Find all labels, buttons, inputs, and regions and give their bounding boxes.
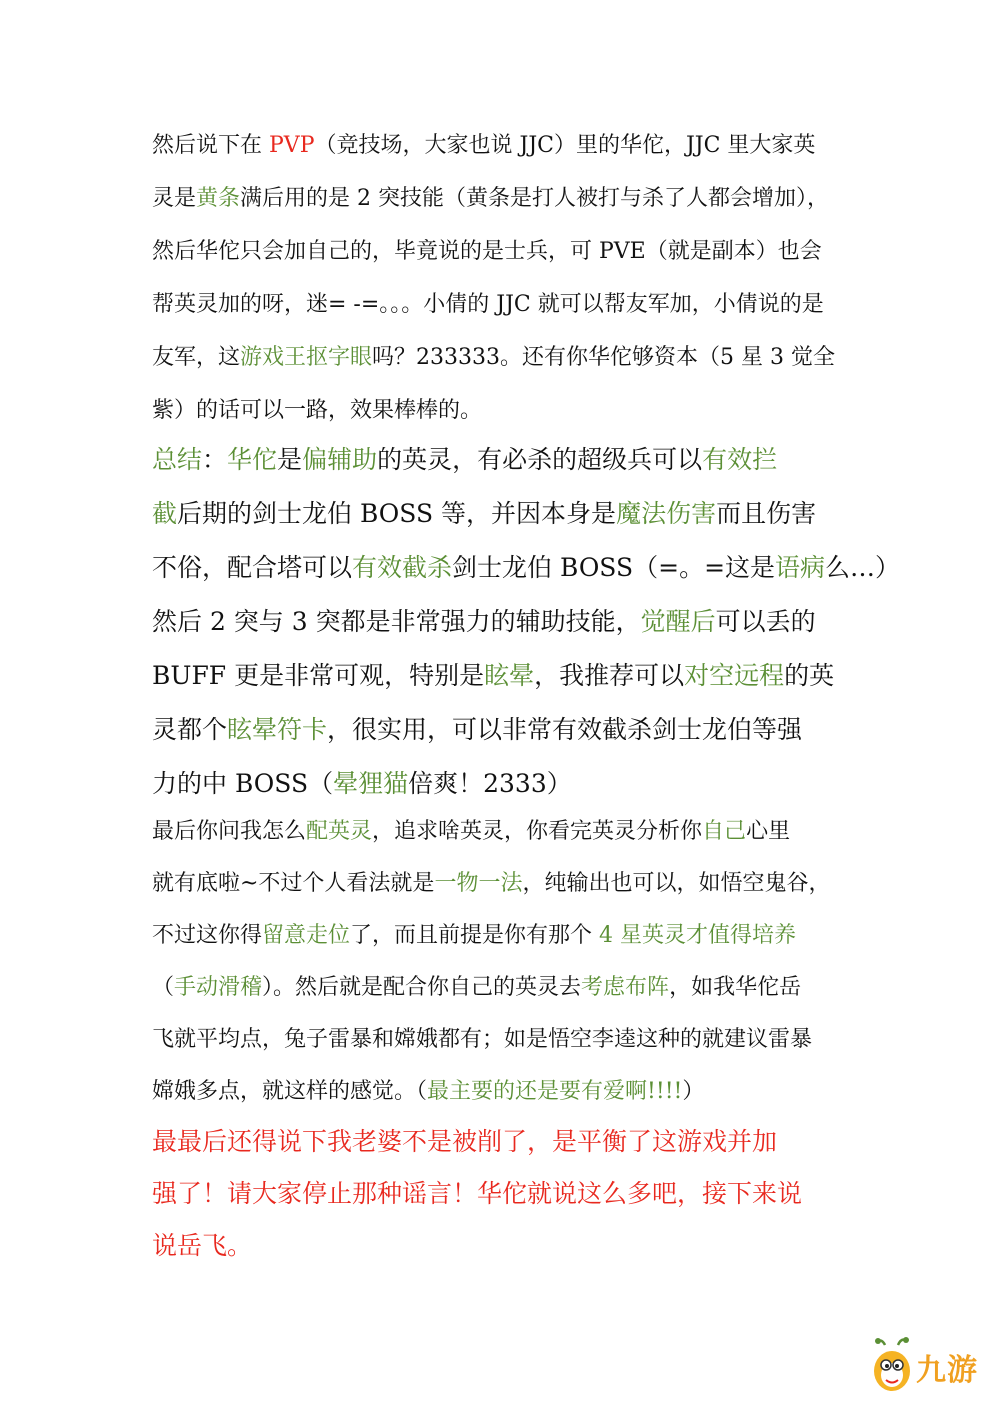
text-run: ） <box>682 1079 705 1104</box>
highlighted-phrase: 眩晕 <box>484 661 535 690</box>
highlighted-phrase: 最主要的还是要有爱啊!!!! <box>427 1079 683 1104</box>
text-run: 满后用的是 2 突技能（黄条是打人被打与杀了人都会增加）， <box>240 186 830 211</box>
text-run: 紫）的话可以一路，效果棒棒的。 <box>152 398 483 423</box>
text-line <box>152 492 850 546</box>
text-run: ： <box>202 445 228 474</box>
text-run: 最最后还得说下我老婆不是被削了，是平衡了这游戏并加 <box>152 1127 778 1156</box>
text-run: 帮英灵加的呀，迷= -=。。。小倩的 JJC 就可以帮友军加，小倩说的是 <box>152 292 824 317</box>
highlighted-phrase: 黄条 <box>196 186 241 211</box>
text-run: 灵是 <box>152 186 197 211</box>
text-line <box>152 546 901 600</box>
text-line <box>152 968 850 1020</box>
highlighted-phrase: 晕狸猫 <box>333 769 409 798</box>
highlighted-term: PVP <box>269 133 315 158</box>
highlighted-phrase: 偏辅助 <box>302 445 378 474</box>
highlighted-phrase: 截 <box>152 499 178 528</box>
paragraph-closing-note <box>152 1120 850 1276</box>
mascot-icon <box>868 1335 918 1397</box>
highlighted-phrase: 自己 <box>702 819 747 844</box>
text-line <box>152 708 850 762</box>
text-line <box>152 654 850 708</box>
highlighted-phrase: 手动滑稽 <box>174 975 263 1000</box>
text-run: 然后华佗只会加自己的，毕竟说的是士兵，可 PVE（就是副本）也会 <box>152 239 822 264</box>
text-run: （竞技场，大家也说 JJC）里的华佗，JJC 里大家英 <box>314 133 816 158</box>
text-line <box>152 126 850 179</box>
text-run: 而且伤害 <box>716 499 817 528</box>
highlighted-phrase: 眩晕符卡 <box>227 715 328 744</box>
text-line <box>152 1120 850 1172</box>
text-run: ，如我华佗岳 <box>669 975 802 1000</box>
highlighted-phrase: 配英灵 <box>306 819 373 844</box>
text-run: 然后 2 突与 3 突都是非常强力的辅助技能， <box>152 607 641 636</box>
text-run: 不过这你得 <box>152 923 263 948</box>
text-run: （ <box>152 975 175 1000</box>
text-run: 么…） <box>825 553 901 582</box>
text-run: 倍爽！2333） <box>408 769 572 798</box>
highlighted-phrase: 游戏王抠字眼 <box>240 345 373 370</box>
text-run: 吗？233333。还有你华佗够资本（5 星 3 觉全 <box>372 345 835 370</box>
text-run: 强了！请大家停止那种谣言！华佗就说这么多吧，接下来说 <box>152 1179 803 1208</box>
text-run: 就有底啦~不过个人看法就是 <box>152 871 435 896</box>
text-run: ）。然后就是配合你自己的英灵去 <box>262 975 582 1000</box>
text-line <box>152 600 850 654</box>
text-line <box>152 762 850 816</box>
highlighted-phrase: 一物一法 <box>434 871 523 896</box>
text-run: ，我推荐可以 <box>534 661 685 690</box>
text-line <box>152 1172 850 1224</box>
text-run: 不俗，配合塔可以 <box>152 553 353 582</box>
text-line <box>152 391 850 444</box>
highlighted-phrase: 对空远程 <box>684 661 785 690</box>
text-line <box>152 338 850 391</box>
text-run: 飞就平均点，兔子雷暴和嫦娥都有；如是悟空李逵这种的就建议雷暴 <box>152 1027 813 1052</box>
text-line <box>152 812 850 864</box>
text-run: ，很实用，可以非常有效截杀剑士龙伯等强 <box>327 715 803 744</box>
text-line <box>152 438 850 492</box>
text-line <box>152 232 850 285</box>
text-line <box>152 1224 850 1276</box>
text-run: 的英 <box>784 661 835 690</box>
highlighted-phrase: 留意走位 <box>262 923 351 948</box>
text-run: BUFF 更是非常可观，特别是 <box>152 661 485 690</box>
highlighted-phrase: 有效截杀 <box>352 553 453 582</box>
text-run: 说岳飞。 <box>152 1231 253 1260</box>
text-line <box>152 179 850 232</box>
text-run: 后期的剑士龙伯 BOSS 等，并因本身是 <box>177 499 617 528</box>
highlighted-phrase: 总结 <box>152 445 203 474</box>
text-run: 了，而且前提是你有那个 <box>350 923 600 948</box>
watermark-logo <box>868 1335 990 1401</box>
text-run: 心里 <box>746 819 791 844</box>
text-line <box>152 285 850 338</box>
watermark-text: 九游 <box>916 1353 978 1388</box>
text-run: 友军，这 <box>152 345 241 370</box>
text-line <box>152 916 850 968</box>
text-run: 剑士龙伯 BOSS（=。=这是 <box>452 553 776 582</box>
text-line <box>152 864 850 916</box>
text-run: ，纯输出也可以，如悟空鬼谷， <box>522 871 831 896</box>
text-run: 可以丢的 <box>715 607 816 636</box>
text-run: 最后你问我怎么 <box>152 819 307 844</box>
highlighted-phrase: 觉醒后 <box>640 607 716 636</box>
highlighted-phrase: 魔法伤害 <box>616 499 717 528</box>
highlighted-phrase: 4 星英灵才值得培养 <box>599 923 797 948</box>
text-run: 灵都个 <box>152 715 228 744</box>
text-run: 嫦娥多点，就这样的感觉。（ <box>152 1079 428 1104</box>
paragraph-team-advice <box>152 812 850 1124</box>
highlighted-phrase: 语病 <box>775 553 826 582</box>
text-run: 是 <box>277 445 303 474</box>
text-run: ，追求啥英灵，你看完英灵分析你 <box>372 819 703 844</box>
text-line <box>152 1020 850 1072</box>
text-line <box>152 1072 850 1124</box>
highlighted-phrase: 华佗 <box>227 445 278 474</box>
highlighted-phrase: 有效拦 <box>702 445 778 474</box>
paragraph-summary <box>152 438 901 816</box>
highlighted-phrase: 考虑布阵 <box>581 975 670 1000</box>
text-run: 的英灵，有必杀的超级兵可以 <box>377 445 703 474</box>
text-run: 力的中 BOSS（ <box>152 769 334 798</box>
text-run: 然后说下在 <box>152 133 269 158</box>
paragraph-pvp-analysis <box>152 126 850 444</box>
